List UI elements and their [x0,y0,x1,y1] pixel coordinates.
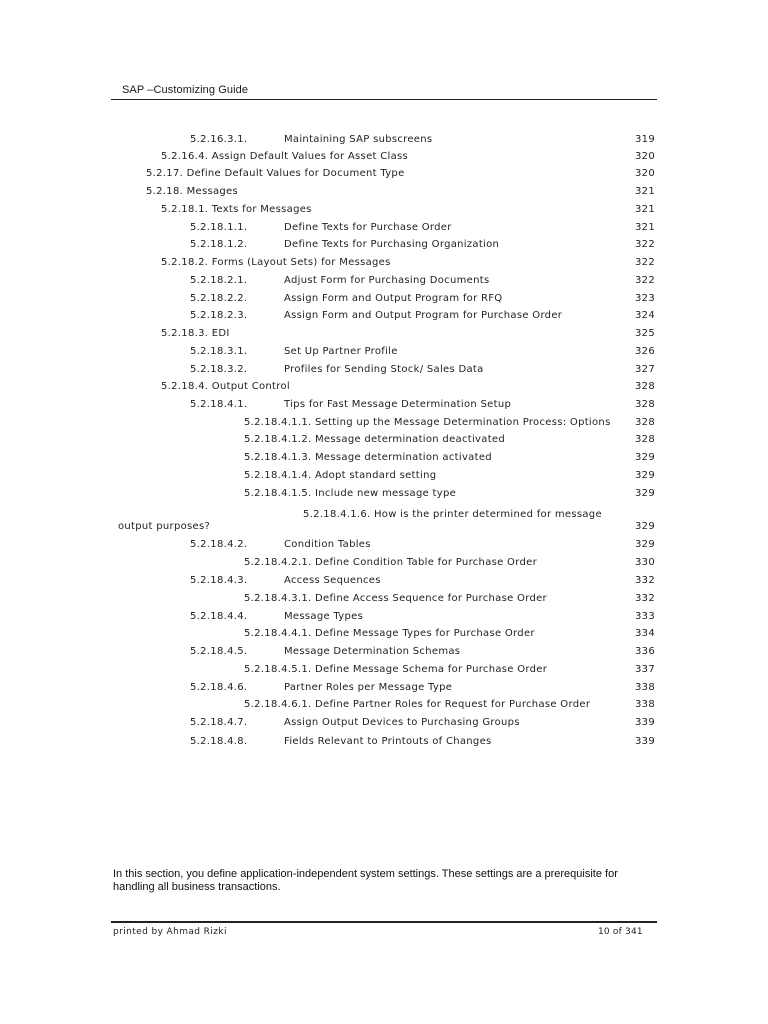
toc-entry[interactable] [0,168,768,184]
toc-entry-page: 332 [635,575,655,586]
toc-entry-title: 5.2.18.4.1.1. Setting up the Message Determination Process: Options [244,417,611,428]
toc-entry-page: 336 [635,646,655,657]
toc-entry-title: Message Types [284,611,364,622]
toc-entry-number: 5.2.18.4.2. [190,539,248,550]
toc-entry-title: Message Determination Schemas [284,646,461,657]
toc-entry-title: Access Sequences [284,575,381,586]
toc-entry[interactable] [0,699,768,715]
toc-entry-title: Assign Form and Output Program for Purchase Order [284,310,563,321]
toc-entry-title: 5.2.18.4.1.6. How is the printer determined for message [303,509,602,520]
toc-entry-page: 328 [635,399,655,410]
toc-entry-page: 320 [635,168,655,179]
intro-paragraph: In this section, you define application-independent system settings. These settings are a prerequisite for handling all business transactions. [113,868,618,893]
toc-entry-number: 5.2.16.3.1. [190,134,248,145]
toc-entry-title: 5.2.18.4.4.1. Define Message Types for Purchase Order [244,628,535,639]
toc-entry[interactable] [0,682,768,698]
toc-entry[interactable] [0,257,768,273]
toc-entry[interactable] [0,310,768,326]
toc-entry-title: output purposes? [118,521,211,532]
toc-entry-page: 325 [635,328,655,339]
toc-entry-title: Partner Roles per Message Type [284,682,453,693]
toc-entry-title: 5.2.18.4.1.5. Include new message type [244,488,457,499]
toc-entry[interactable] [0,488,768,504]
toc-entry[interactable] [0,646,768,662]
toc-entry-title: 5.2.18.4.1.3. Message determination activated [244,452,492,463]
toc-entry-title: Define Texts for Purchasing Organization [284,239,500,250]
toc-entry-title: 5.2.18.3. EDI [161,328,230,339]
toc-entry-page: 324 [635,310,655,321]
toc-entry-page: 329 [635,521,655,532]
toc-entry[interactable] [0,470,768,486]
toc-entry-title: Tips for Fast Message Determination Setup [284,399,512,410]
toc-entry-page: 329 [635,539,655,550]
toc-entry-title: 5.2.18. Messages [146,186,239,197]
toc-entry-title: 5.2.18.4.6.1. Define Partner Roles for Request for Purchase Order [244,699,591,710]
toc-entry-page: 329 [635,488,655,499]
toc-entry-number: 5.2.18.4.7. [190,717,248,728]
toc-entry-number: 5.2.18.3.2. [190,364,248,375]
toc-entry-page: 339 [635,717,655,728]
toc-entry[interactable] [0,717,768,733]
toc-entry-title: 5.2.17. Define Default Values for Document Type [146,168,405,179]
toc-entry[interactable] [0,452,768,468]
toc-entry[interactable] [0,434,768,450]
toc-entry-title: 5.2.18.2. Forms (Layout Sets) for Messages [161,257,391,268]
toc-entry-page: 334 [635,628,655,639]
toc-entry-title: Profiles for Sending Stock/ Sales Data [284,364,484,375]
toc-entry-page: 321 [635,186,655,197]
toc-entry-page: 332 [635,593,655,604]
toc-entry-title: 5.2.18.1. Texts for Messages [161,204,312,215]
toc-entry[interactable] [0,151,768,167]
toc-entry-number: 5.2.18.3.1. [190,346,248,357]
toc-entry-page: 323 [635,293,655,304]
toc-entry-page: 321 [635,222,655,233]
toc-entry-number: 5.2.18.4.4. [190,611,248,622]
toc-entry-title: 5.2.18.4.1.4. Adopt standard setting [244,470,437,481]
toc-entry-page: 329 [635,452,655,463]
toc-entry-title: Maintaining SAP subscreens [284,134,433,145]
toc-entry[interactable] [0,275,768,291]
toc-entry-number: 5.2.18.4.5. [190,646,248,657]
toc-entry-title: Assign Output Devices to Purchasing Groups [284,717,520,728]
toc-entry[interactable] [0,328,768,344]
toc-entry-number: 5.2.18.4.1. [190,399,248,410]
toc-entry-title: Condition Tables [284,539,371,550]
toc-entry-page: 322 [635,257,655,268]
toc-entry[interactable] [0,293,768,309]
footer-page-number: 10 of 341 [598,927,643,937]
toc-entry-number: 5.2.18.2.1. [190,275,248,286]
toc-entry[interactable] [0,186,768,202]
toc-entry-page: 328 [635,381,655,392]
toc-entry-title: Set Up Partner Profile [284,346,398,357]
toc-entry[interactable] [0,346,768,362]
toc-entry[interactable] [0,539,768,555]
toc-entry-title: 5.2.18.4.2.1. Define Condition Table for Purchase Order [244,557,537,568]
toc-entry[interactable] [0,736,768,752]
toc-entry-number: 5.2.18.1.1. [190,222,248,233]
toc-entry-number: 5.2.18.1.2. [190,239,248,250]
toc-entry[interactable] [0,628,768,644]
footer-divider [111,921,657,923]
toc-entry[interactable] [0,381,768,397]
toc-entry-number: 5.2.18.4.3. [190,575,248,586]
toc-entry-page: 337 [635,664,655,675]
toc-entry-title: 5.2.18.4.3.1. Define Access Sequence for Purchase Order [244,593,547,604]
toc-entry-page: 326 [635,346,655,357]
toc-entry[interactable] [0,239,768,255]
toc-entry-title: Assign Form and Output Program for RFQ [284,293,503,304]
toc-entry-title: Adjust Form for Purchasing Documents [284,275,490,286]
toc-entry-title: 5.2.18.4.1.2. Message determination deactivated [244,434,506,445]
toc-entry[interactable] [0,575,768,591]
toc-entry-title: 5.2.18.4. Output Control [161,381,290,392]
toc-entry-page: 338 [635,682,655,693]
toc-entry-page: 328 [635,434,655,445]
toc-entry[interactable] [0,399,768,415]
toc-entry-title: Define Texts for Purchase Order [284,222,452,233]
toc-entry-page: 322 [635,239,655,250]
toc-entry[interactable] [0,521,768,537]
page-header-title: SAP –Customizing Guide [122,84,249,96]
toc-entry[interactable] [0,611,768,627]
toc-entry[interactable] [0,593,768,609]
toc-entry-title: Fields Relevant to Printouts of Changes [284,736,492,747]
toc-entry-page: 319 [635,134,655,145]
toc-entry-number: 5.2.18.2.2. [190,293,248,304]
toc-entry-page: 322 [635,275,655,286]
toc-entry-page: 328 [635,417,655,428]
toc-entry[interactable] [0,364,768,380]
toc-entry[interactable] [0,134,768,150]
toc-entry-page: 333 [635,611,655,622]
toc-entry-number: 5.2.18.4.8. [190,736,248,747]
toc-entry-number: 5.2.18.2.3. [190,310,248,321]
toc-entry-page: 329 [635,470,655,481]
toc-entry[interactable] [0,664,768,680]
toc-entry-title: 5.2.18.4.5.1. Define Message Schema for Purchase Order [244,664,548,675]
toc-entry-title: 5.2.16.4. Assign Default Values for Asset Class [161,151,409,162]
toc-entry[interactable] [0,222,768,238]
toc-entry-page: 321 [635,204,655,215]
toc-entry-page: 327 [635,364,655,375]
toc-entry-page: 330 [635,557,655,568]
toc-entry-number: 5.2.18.4.6. [190,682,248,693]
toc-entry[interactable] [0,557,768,573]
toc-entry[interactable] [0,417,768,433]
toc-entry-page: 338 [635,699,655,710]
toc-entry-page: 320 [635,151,655,162]
toc-entry-page: 339 [635,736,655,747]
toc-entry[interactable] [0,204,768,220]
footer-printed-by: printed by Ahmad Rizki [113,927,227,937]
